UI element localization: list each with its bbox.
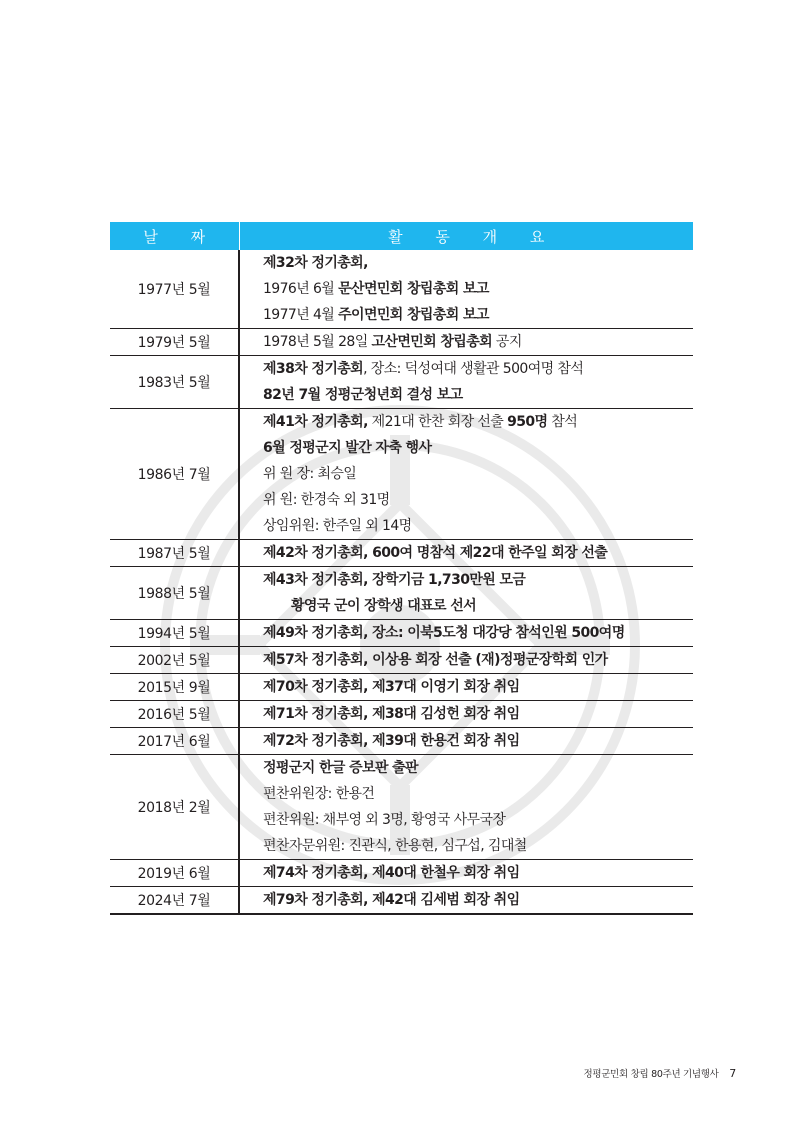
- activity-text: 제32차 정기총회,: [263, 255, 368, 271]
- activity-line: [263, 807, 693, 833]
- activity-text: 제49차 정기총회, 장소: 이북5도청 대강당 참석인원 500여명: [263, 625, 625, 641]
- activity-text: 위 원 장: 최승일: [263, 466, 357, 482]
- activity-text: 공지: [492, 334, 522, 350]
- activity-line: [263, 329, 693, 355]
- header-activity: 활 동 개 요: [239, 222, 693, 250]
- table-row: [110, 674, 693, 701]
- activity-line: [263, 647, 693, 673]
- activity-line: [263, 513, 693, 539]
- activity-line: [263, 540, 693, 566]
- activity-line: [263, 276, 693, 302]
- row-activity: [239, 356, 693, 409]
- page-number: 7: [729, 1067, 736, 1080]
- activity-text: 1978년 5월 28일: [263, 334, 372, 350]
- activity-line: [263, 382, 693, 408]
- activity-line: [263, 701, 693, 727]
- table-row: [110, 887, 693, 915]
- activity-line: [263, 461, 693, 487]
- activity-text: 1977년 4월: [263, 307, 339, 323]
- activity-text: 제79차 정기총회, 제42대 김세범 회장 취임: [263, 892, 520, 908]
- activity-line: [263, 250, 693, 276]
- activity-text: 제70차 정기총회, 제37대 이영기 회장 취임: [263, 679, 520, 695]
- table-header: [110, 222, 693, 250]
- history-table: [110, 222, 693, 915]
- activity-line: [263, 487, 693, 513]
- activity-line: [263, 435, 693, 461]
- table-row: [110, 647, 693, 674]
- activity-text: 제21대 한찬 회장 선출: [367, 414, 508, 430]
- activity-text: 상임위원: 한주일 외 14명: [263, 518, 412, 534]
- activity-line: [263, 674, 693, 700]
- row-activity: [239, 755, 693, 860]
- activity-line: [263, 833, 693, 859]
- activity-text: 제41차 정기총회,: [263, 414, 368, 430]
- row-activity: [239, 887, 693, 915]
- activity-line: [263, 781, 693, 807]
- activity-text: 82년 7월 정평군청년회 결성 보고: [263, 387, 463, 403]
- activity-text: 제57차 정기총회, 이상용 회장 선출 (재)정평군장학회 인가: [263, 652, 608, 668]
- row-date: 2019년 6월: [110, 860, 239, 887]
- activity-line: [263, 567, 693, 593]
- activity-text: 제71차 정기총회, 제38대 김성헌 회장 취임: [263, 706, 520, 722]
- row-activity: [239, 728, 693, 755]
- activity-text: 편찬위원: 채부영 외 3명, 황영국 사무국장: [263, 812, 506, 828]
- row-activity: [239, 647, 693, 674]
- row-date: 1979년 5월: [110, 329, 239, 356]
- activity-line: [263, 728, 693, 754]
- table-row: [110, 728, 693, 755]
- row-activity: [239, 540, 693, 567]
- footer-title: 정평군민회 창립 80주년 기념행사: [583, 1069, 719, 1080]
- row-date: 2002년 5월: [110, 647, 239, 674]
- activity-line: [263, 356, 693, 382]
- row-activity: [239, 674, 693, 701]
- activity-text: 6월 정평군지 발간 자축 행사: [263, 440, 432, 456]
- activity-text: 위 원: 한경숙 외 31명: [263, 492, 390, 508]
- row-date: 2015년 9월: [110, 674, 239, 701]
- row-activity: [239, 329, 693, 356]
- row-activity: [239, 250, 693, 329]
- table-row: [110, 620, 693, 647]
- row-date: 1988년 5월: [110, 567, 239, 620]
- activity-line: [263, 620, 693, 646]
- table-row: [110, 409, 693, 540]
- activity-text: 편찬위원장: 한용건: [263, 786, 375, 802]
- activity-text: 제72차 정기총회, 제39대 한용건 회장 취임: [263, 733, 520, 749]
- row-date: 1994년 5월: [110, 620, 239, 647]
- row-date: 2024년 7월: [110, 887, 239, 915]
- table-row: [110, 860, 693, 887]
- table-row: [110, 701, 693, 728]
- row-date: 1986년 7월: [110, 409, 239, 540]
- activity-text: 주이면민회 창립총회 보고: [338, 307, 489, 323]
- activity-line: [263, 302, 693, 328]
- activity-line: [263, 860, 693, 886]
- activity-text: 제74차 정기총회, 제40대 한철우 회장 취임: [263, 865, 520, 881]
- activity-text: 정평군지 한글 증보판 출판: [263, 760, 418, 776]
- row-date: 2016년 5월: [110, 701, 239, 728]
- activity-text: 1976년 6월: [263, 281, 339, 297]
- activity-line: [263, 755, 693, 781]
- table-row: [110, 250, 693, 329]
- row-activity: [239, 620, 693, 647]
- activity-text: 편찬자문위원: 진관식, 한용현, 심구섭, 김대철: [263, 838, 527, 854]
- activity-text: 제42차 정기총회, 600여 명참석 제22대 한주일 회장 선출: [263, 545, 608, 561]
- activity-line: [263, 593, 693, 619]
- row-activity: [239, 701, 693, 728]
- activity-line: [263, 887, 693, 913]
- row-activity: [239, 860, 693, 887]
- activity-text: 황영국 군이 장학생 대표로 선서: [291, 598, 477, 614]
- row-activity: [239, 409, 693, 540]
- table-row: [110, 540, 693, 567]
- activity-text: 고산면민회 창립총회: [371, 334, 493, 350]
- row-date: 1983년 5월: [110, 356, 239, 409]
- table-row: [110, 356, 693, 409]
- table-row: [110, 755, 693, 860]
- activity-text: 문산면민회 창립총회 보고: [338, 281, 489, 297]
- activity-text: 제43차 정기총회, 장학기금 1,730만원 모금: [263, 572, 526, 588]
- table-row: [110, 567, 693, 620]
- header-date: 날 짜: [110, 222, 239, 250]
- table-row: [110, 329, 693, 356]
- activity-text: 참석: [547, 414, 578, 430]
- activity-text: 950명: [507, 414, 548, 430]
- activity-text: 제38차 정기총회: [263, 361, 364, 377]
- activity-text: , 장소: 덕성여대 생활관 500여명 참석: [363, 361, 584, 377]
- activity-line: [263, 409, 693, 435]
- row-date: 1987년 5월: [110, 540, 239, 567]
- row-date: 2017년 6월: [110, 728, 239, 755]
- row-date: 2018년 2월: [110, 755, 239, 860]
- row-date: 1977년 5월: [110, 250, 239, 329]
- page-footer: [584, 1066, 737, 1080]
- row-activity: [239, 567, 693, 620]
